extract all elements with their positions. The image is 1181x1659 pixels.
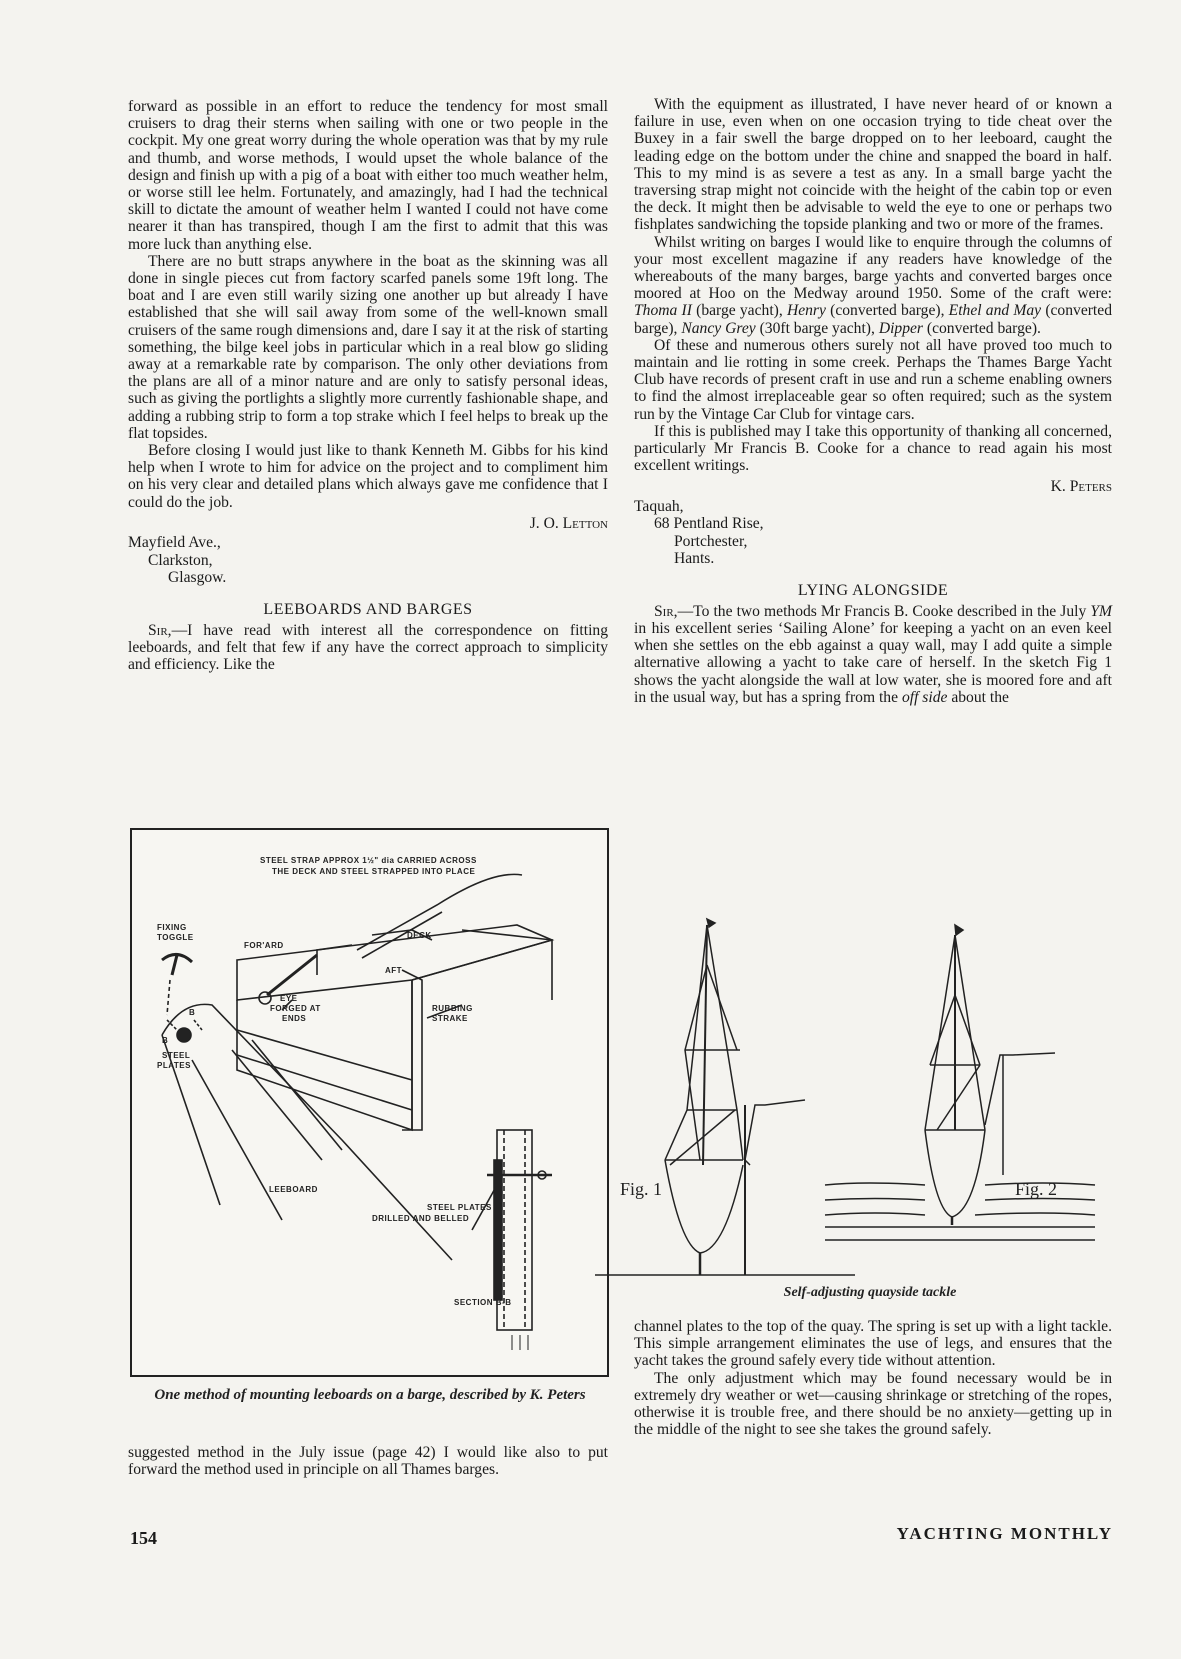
magazine-title: YACHTING MONTHLY bbox=[896, 1524, 1113, 1543]
label-steel-plates: STEEL PLATES bbox=[427, 1203, 492, 1212]
emphasis: off side bbox=[901, 688, 948, 706]
label-leeboard: LEEBOARD bbox=[269, 1185, 318, 1194]
craft-name: Henry bbox=[786, 302, 826, 320]
left-column bbox=[128, 98, 608, 673]
magazine-abbrev: YM bbox=[1090, 602, 1112, 620]
label-steel: STEEL bbox=[162, 1051, 191, 1060]
paragraph: The only adjustment which may be found necessary would be in extremely dry weather or wet—causing shrinkage or stretching of the ropes, otherwise it is trouble free, and there should be no anxiety—getting up in the middle of the night to see she takes the ground safely. bbox=[634, 1369, 1112, 1439]
paragraph: channel plates to the top of the quay. The spring is set up with a light tackle. This simple arrangement eliminates the use of legs, and ensures that the yacht takes the ground safely every tide without attention. bbox=[634, 1318, 1112, 1370]
figure-caption: Self-adjusting quayside tackle bbox=[783, 1285, 957, 1300]
address-line: Mayfield Ave., bbox=[128, 534, 221, 552]
quayside-tackle-figure bbox=[620, 905, 1115, 1275]
label-deck: DECK bbox=[407, 931, 432, 940]
label-aft: AFT bbox=[385, 966, 403, 975]
label-b: B bbox=[162, 1036, 169, 1045]
section-heading: LYING ALONGSIDE bbox=[797, 581, 949, 599]
paragraph: forward as possible in an effort to reduce the tendency for most small cruisers to drag their sterns when sailing with one or two people in the cockpit. My one great worry during the whole operation was that by my rule and thumb, and worse methods, I would upset the whole balance of the design and finish up with a pig of a boat with either too much weather helm, or worse still lee helm. Fortunately, and amazingly, had I had the technical skill to dictate the amount of weather helm I wanted I could not have come nearer it than has transpired, though I am the first to admit that this was more luck than anything else. bbox=[128, 98, 608, 253]
paragraph: With the equipment as illustrated, I have never heard of or known a failure in use, even when on one occasion trying to tide cheat over the Buxey in a fair swell the barge dropped on to her leeboard, caught the leading edge on the bottom under the chine and snapped the board in half. This to my mind is as severe a test as any. In a small barge yacht the traversing strap might not coincide with the height of the cabin top or even the deck. It might then be advisable to weld the eye to one or perhaps two fishplates sandwiching the topside planking and two or more of the frames. bbox=[634, 96, 1112, 234]
address-line: Hants. bbox=[674, 550, 715, 568]
left-continuation: suggested method in the July issue (page 42) I would like also to put forward the method used in principle on all Thames barges. bbox=[128, 1444, 608, 1479]
label-rubbing: RUBBING bbox=[432, 1004, 473, 1013]
leeboard-drawing bbox=[132, 830, 607, 1375]
label-forard: FOR'ARD bbox=[244, 941, 284, 950]
label-eye: EYE bbox=[280, 994, 298, 1003]
signature: J. O. Letton bbox=[529, 514, 608, 532]
salutation: Sir, bbox=[654, 602, 678, 620]
paragraph: Whilst writing on barges I would like to enquire through the columns of your most excellent magazine if any readers have knowledge of the whereabouts of the many barges, barge yachts and converted barges once moored at Hoo on the Medway around 1950. Some of the craft were: Thoma II (barge yacht), Henry (converted barge), Ethel and May (converted barge), Nancy Grey (30ft barge yacht), Dipper (converted barge). bbox=[634, 233, 1112, 337]
right-column: With the equipment as illustrated, I have never heard of or known a failure in use, even when on one occasion trying to tide cheat over the Buxey in a fair swell the barge dropped on to her leeboard, caught the leading edge on the bottom under the chine and snapped the board in half. This to my mind is as severe a test as any. In a small barge yacht the traversing strap might not coincide with the height of the cabin top or even the deck. It might then be advisable to weld the eye to one or perhaps two fishplates sandwiching the topside planking and two or more of the frames. Whilst writing on barges I would like to enquire through the columns of your most excellent magazine if any readers have knowledge of the whereabouts of the many barges, barge yachts and converted barges once moored at Hoo on the Medway around 1950. Some of the craft were: Thoma II (barge yacht), Henry (converted barge), Ethel and May (converted barge), Nancy Grey (30ft barge yacht), Dipper (converted barge). Of these and numerous others surely not all have proved too much to maintain and lie rotting in some creek. Perhaps the Thames Barge Yacht Club have records of present craft in use and run a scheme enabling owners to find the almost irreplaceable gear so often required; such as the system run by the Vintage Car Club for vintage cars. If this is published may I take this opportunity of thanking all concerned, particularly Mr Francis B. Cooke for a chance to read again his most excellent writings. K. Peters Taquah, 68 Pentland Rise, Portchester, Hants. LYING ALONGSIDE Sir,—To the two methods Mr Francis B. Cooke described in the July YM in his excellent series ‘Sailing Alone’ for keeping a yacht on an even keel when she settles on the ebb against a quay wall, may I add quite a simple alternative allowing a yacht to take care of herself. In the sketch Fig 1 shows the yacht alongside the wall at low water, she is moored fore and aft in the usual way, but has a spring from the off side about the bbox=[634, 96, 1112, 706]
label-strap: STEEL STRAP APPROX 1½" dia CARRIED ACROSS bbox=[260, 856, 477, 865]
signature: K. Peters bbox=[1050, 478, 1112, 496]
craft-name: Dipper bbox=[878, 319, 923, 337]
label-b: B bbox=[189, 1008, 196, 1017]
fig1-label: Fig. 1 bbox=[620, 1179, 663, 1199]
address-line: Glasgow. bbox=[168, 569, 227, 587]
label-drilled: DRILLED AND BELLED bbox=[372, 1214, 470, 1223]
craft-name: Thoma II bbox=[634, 302, 692, 320]
address-line: Portchester, bbox=[674, 532, 748, 550]
paragraph: There are no butt straps anywhere in the boat as the skinning was all done in single pieces cut from factory scarfed panels some 19ft long. The boat and I are even still warily sizing one another up but already I have established that she will sail away from some of the well-known small cruisers of the same rough dimensions and, dare I say it at the risk of starting something, the bilge keel jobs in particular which in a real blow go sliding away at a remarkable rate by comparison. The only other deviations from the plans are all of a minor nature and are only to satisfy personal ideas, such as giving the portlights a slightly more currently fashionable shape, and adding a rubbing strip to form a top strake which I feel helps to break up the flat topsides. bbox=[128, 252, 608, 442]
letter-text: —I have read with interest all the correspondence on fitting leeboards, and felt that few if any have the correct approach to simplicity and efficiency. Like the bbox=[128, 621, 608, 674]
leeboard-figure bbox=[130, 828, 609, 1377]
craft-name: Nancy Grey bbox=[681, 319, 756, 337]
label-eye: FORGED AT bbox=[270, 1004, 321, 1013]
salutation: Sir, bbox=[148, 621, 172, 639]
right-continuation bbox=[634, 1318, 1112, 1438]
page-number: 154 bbox=[130, 1528, 157, 1548]
label-plates: PLATES bbox=[157, 1061, 191, 1070]
address bbox=[634, 498, 1112, 568]
address-line: Taquah, bbox=[634, 497, 684, 515]
label-strap: THE DECK AND STEEL STRAPPED INTO PLACE bbox=[272, 867, 476, 876]
label-eye: ENDS bbox=[282, 1014, 307, 1023]
paragraph: Of these and numerous others surely not all have proved too much to maintain and lie rotting in some creek. Perhaps the Thames Barge Yacht Club have records of present craft in use and run a scheme enabling owners to find the almost irreplaceable gear so often required; such as the system run by the Vintage Car Club for vintage cars. bbox=[634, 336, 1112, 423]
address-line: 68 Pentland Rise, bbox=[654, 515, 764, 533]
paragraph: Before closing I would just like to thank Kenneth M. Gibbs for his kind help when I wrote to him for advice on the project and to compliment him on his very clear and detailed plans which always gave me confidence that I could do the job. bbox=[128, 442, 608, 511]
craft-name: Ethel and May bbox=[948, 302, 1042, 320]
label-fixing: FIXING bbox=[157, 923, 187, 932]
label-section: SECTION B-B bbox=[454, 1298, 512, 1307]
label-rubbing: STRAKE bbox=[432, 1014, 468, 1023]
address-line: Clarkston, bbox=[148, 551, 213, 569]
address bbox=[128, 534, 608, 587]
paragraph: If this is published may I take this opportunity of thanking all concerned, particularly Mr Francis B. Cooke for a chance to read again his most excellent writings. bbox=[634, 422, 1112, 475]
fig2-label: Fig. 2 bbox=[1015, 1179, 1058, 1199]
figure-caption: One method of mounting leeboards on a barge, described by K. Peters bbox=[154, 1387, 586, 1403]
label-toggle: TOGGLE bbox=[157, 933, 194, 942]
section-heading: LEEBOARDS AND BARGES bbox=[263, 600, 473, 618]
